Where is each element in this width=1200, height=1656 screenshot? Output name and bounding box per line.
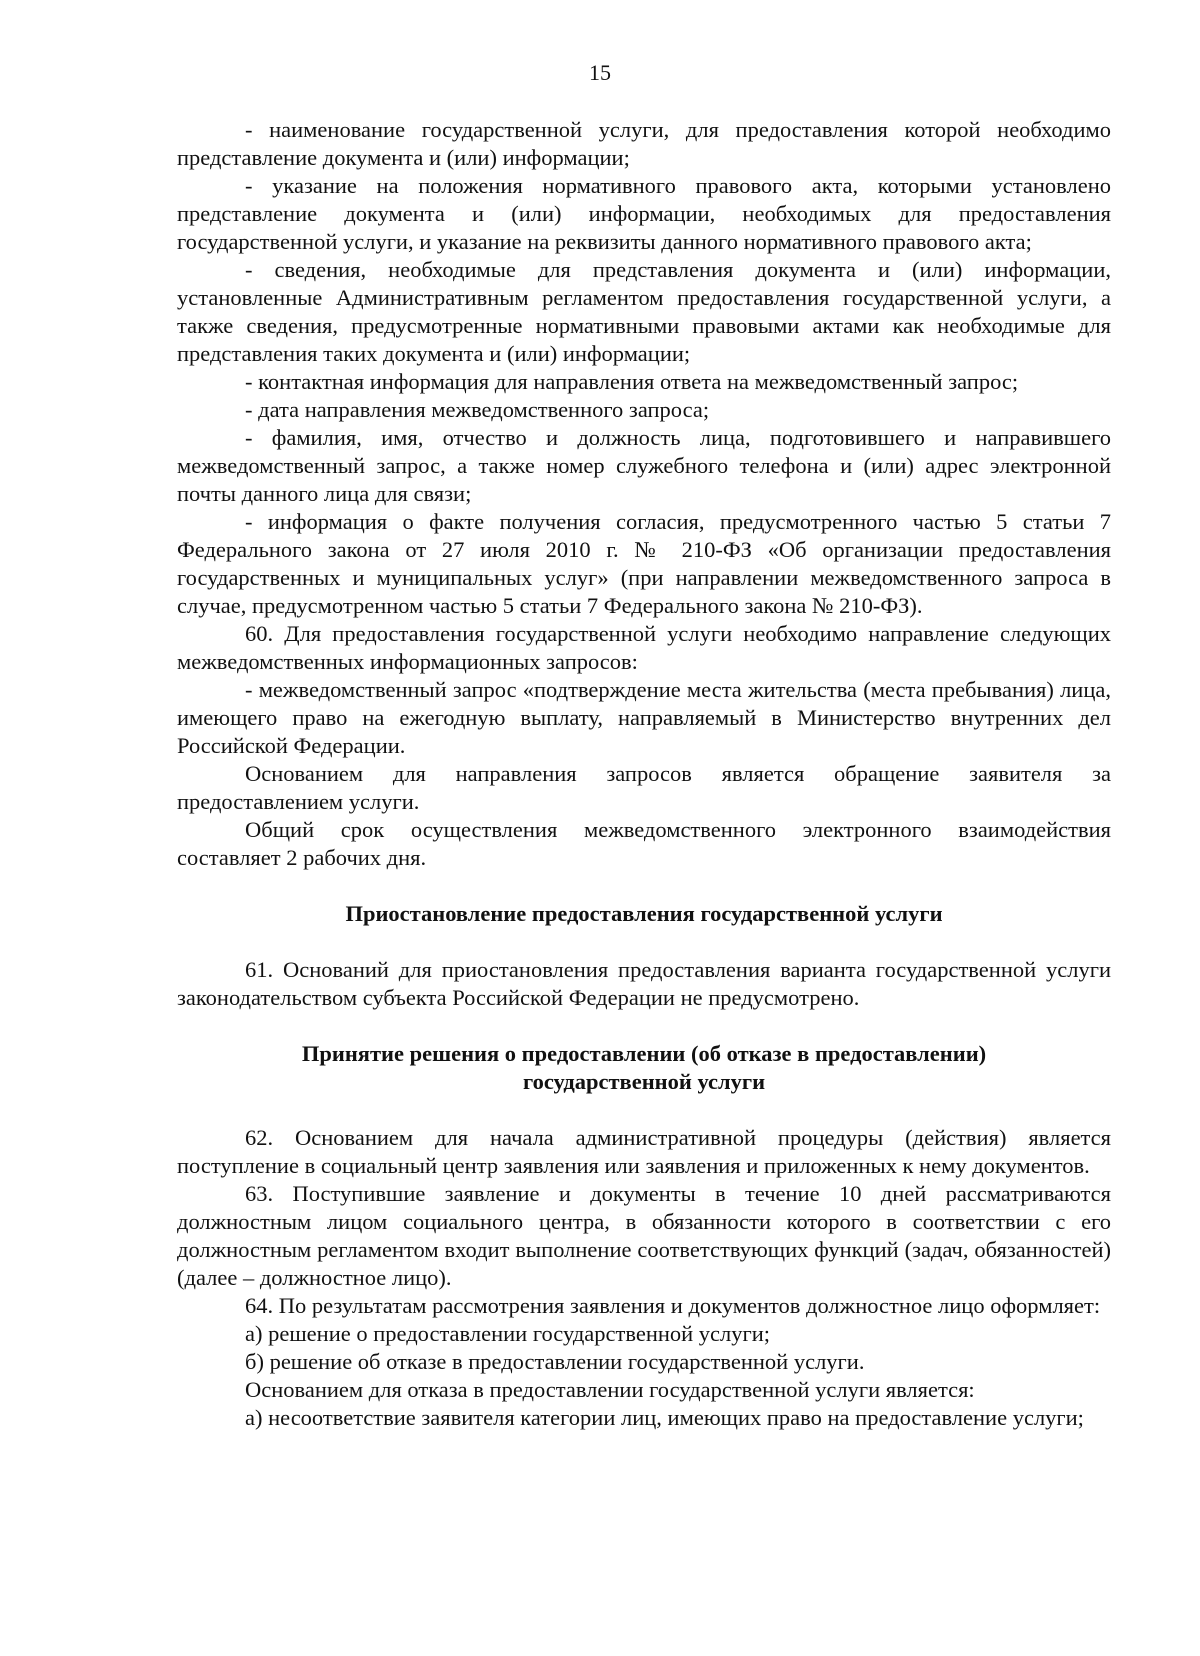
paragraph: Основанием для направления запросов является обращение заявителя за предоставлением услуги. xyxy=(177,761,1111,814)
section-heading xyxy=(177,1040,1111,1096)
paragraph: б) решение об отказе в предоставлении государственной услуги. xyxy=(245,1349,865,1374)
paragraph: - сведения, необходимые для представления документа и (или) информации, установленные Административным регламентом предоставления государственной услуги, а также сведения, предусмотренные нормативными правовыми актами как необходимые для представления таких документа и (или) информации; xyxy=(177,257,1111,366)
paragraph: а) несоответствие заявителя категории лиц, имеющих право на предоставление услуги; xyxy=(245,1405,1084,1430)
section-heading-line: Принятие решения о предоставлении (об отказе в предоставлении) xyxy=(301,1041,987,1066)
paragraph: - указание на положения нормативного правового акта, которыми установлено представление документа и (или) информации, необходимых для предоставления государственной услуги, и указание на реквизиты данного нормативного правового акта; xyxy=(177,173,1111,254)
paragraph: - наименование государственной услуги, для предоставления которой необходимо представление документа и (или) информации; xyxy=(177,117,1111,170)
paragraph: 63. Поступившие заявление и документы в течение 10 дней рассматриваются должностным лицом социального центра, в обязанности которого в соответствии с его должностным регламентом входит выполнение соответствующих функций (задач, обязанностей) (далее – должностное лицо). xyxy=(177,1181,1111,1290)
paragraph: Основанием для отказа в предоставлении государственной услуги является: xyxy=(245,1377,975,1402)
paragraph: Общий срок осуществления межведомственного электронного взаимодействия составляет 2 рабочих дня. xyxy=(177,817,1111,870)
section-heading-line: государственной услуги xyxy=(522,1069,766,1094)
paragraph: 60. Для предоставления государственной услуги необходимо направление следующих межведомственных информационных запросов: xyxy=(177,621,1111,674)
paragraph: 62. Основанием для начала административной процедуры (действия) является поступление в социальный центр заявления или заявления и приложенных к нему документов. xyxy=(177,1125,1111,1178)
paragraph: - фамилия, имя, отчество и должность лица, подготовившего и направившего межведомственный запрос, а также номер служебного телефона и (или) адрес электронной почты данного лица для связи; xyxy=(177,425,1111,506)
paragraph: - информация о факте получения согласия, предусмотренного частью 5 статьи 7 Федерального закона от 27 июля 2010 г. № 210-ФЗ «Об организации предоставления государственных и муниципальных услуг» (при направлении межведомственного запроса в случае, предусмотренном частью 5 статьи 7 Федерального закона № 210-ФЗ). xyxy=(177,509,1111,618)
paragraph: - контактная информация для направления ответа на межведомственный запрос; xyxy=(245,369,1019,394)
paragraph: - межведомственный запрос «подтверждение места жительства (места пребывания) лица, имеющего право на ежегодную выплату, направляемый в Министерство внутренних дел Российской Федерации. xyxy=(177,677,1111,758)
paragraph: 64. По результатам рассмотрения заявления и документов должностное лицо оформляет: xyxy=(245,1293,1101,1318)
page-number: 15 xyxy=(589,60,611,85)
paragraph: а) решение о предоставлении государственной услуги; xyxy=(245,1321,771,1346)
paragraph: 61. Оснований для приостановления предоставления варианта государственной услуги законодательством субъекта Российской Федерации не предусмотрено. xyxy=(177,957,1111,1010)
paragraph: - дата направления межведомственного запроса; xyxy=(245,397,710,422)
document-body xyxy=(177,116,1111,1432)
section-heading: Приостановление предоставления государственной услуги xyxy=(345,901,943,926)
